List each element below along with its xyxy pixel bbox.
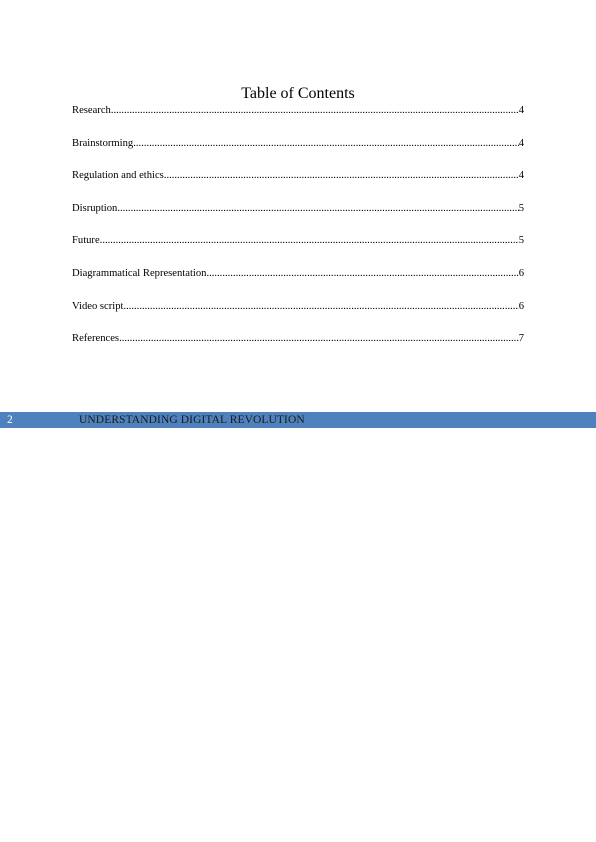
toc-entry-page: 6 [518, 300, 524, 312]
running-title: UNDERSTANDING DIGITAL REVOLUTION [79, 414, 305, 426]
toc-dot-leader [119, 332, 519, 345]
toc-title: Table of Contents [241, 85, 355, 102]
toc-dot-leader [100, 234, 519, 247]
toc-entry-disruption[interactable] [72, 202, 524, 215]
toc-entry-label: Diagrammatical Representation [72, 267, 207, 279]
toc-entry-research[interactable] [72, 104, 524, 117]
toc-entry-page: 5 [518, 235, 524, 247]
toc-dot-leader [111, 104, 519, 117]
toc-dot-leader [117, 202, 518, 215]
toc-entry-regulation-and-ethics[interactable] [72, 169, 524, 182]
toc-entry-page: 4 [518, 137, 524, 149]
toc-entry-future[interactable] [72, 234, 524, 247]
toc-list [72, 104, 524, 365]
toc-entry-label: Brainstorming [72, 137, 134, 149]
toc-entry-video-script[interactable] [72, 300, 524, 313]
toc-entry-page: 7 [518, 333, 524, 345]
toc-entry-page: 4 [518, 105, 524, 116]
toc-entry-references[interactable] [72, 332, 524, 345]
toc-entry-label: Video script [72, 300, 124, 312]
toc-dot-leader [133, 137, 518, 150]
toc-entry-brainstorming[interactable] [72, 137, 524, 150]
toc-entry-label: Future [72, 235, 100, 247]
toc-entry-label: Disruption [72, 202, 118, 214]
toc-dot-leader [206, 267, 518, 280]
toc-dot-leader [123, 300, 518, 313]
toc-entry-diagrammatical-representation[interactable] [72, 267, 524, 280]
toc-entry-page: 6 [518, 267, 524, 279]
toc-entry-label: References [72, 333, 120, 345]
toc-entry-label: Research [72, 105, 111, 116]
toc-entry-label: Regulation and ethics [72, 170, 164, 182]
toc-entry-page: 4 [518, 170, 524, 182]
toc-dot-leader [164, 169, 519, 182]
toc-entry-page: 5 [518, 202, 524, 214]
page-number: 2 [7, 414, 13, 426]
running-header-bar [0, 412, 596, 428]
